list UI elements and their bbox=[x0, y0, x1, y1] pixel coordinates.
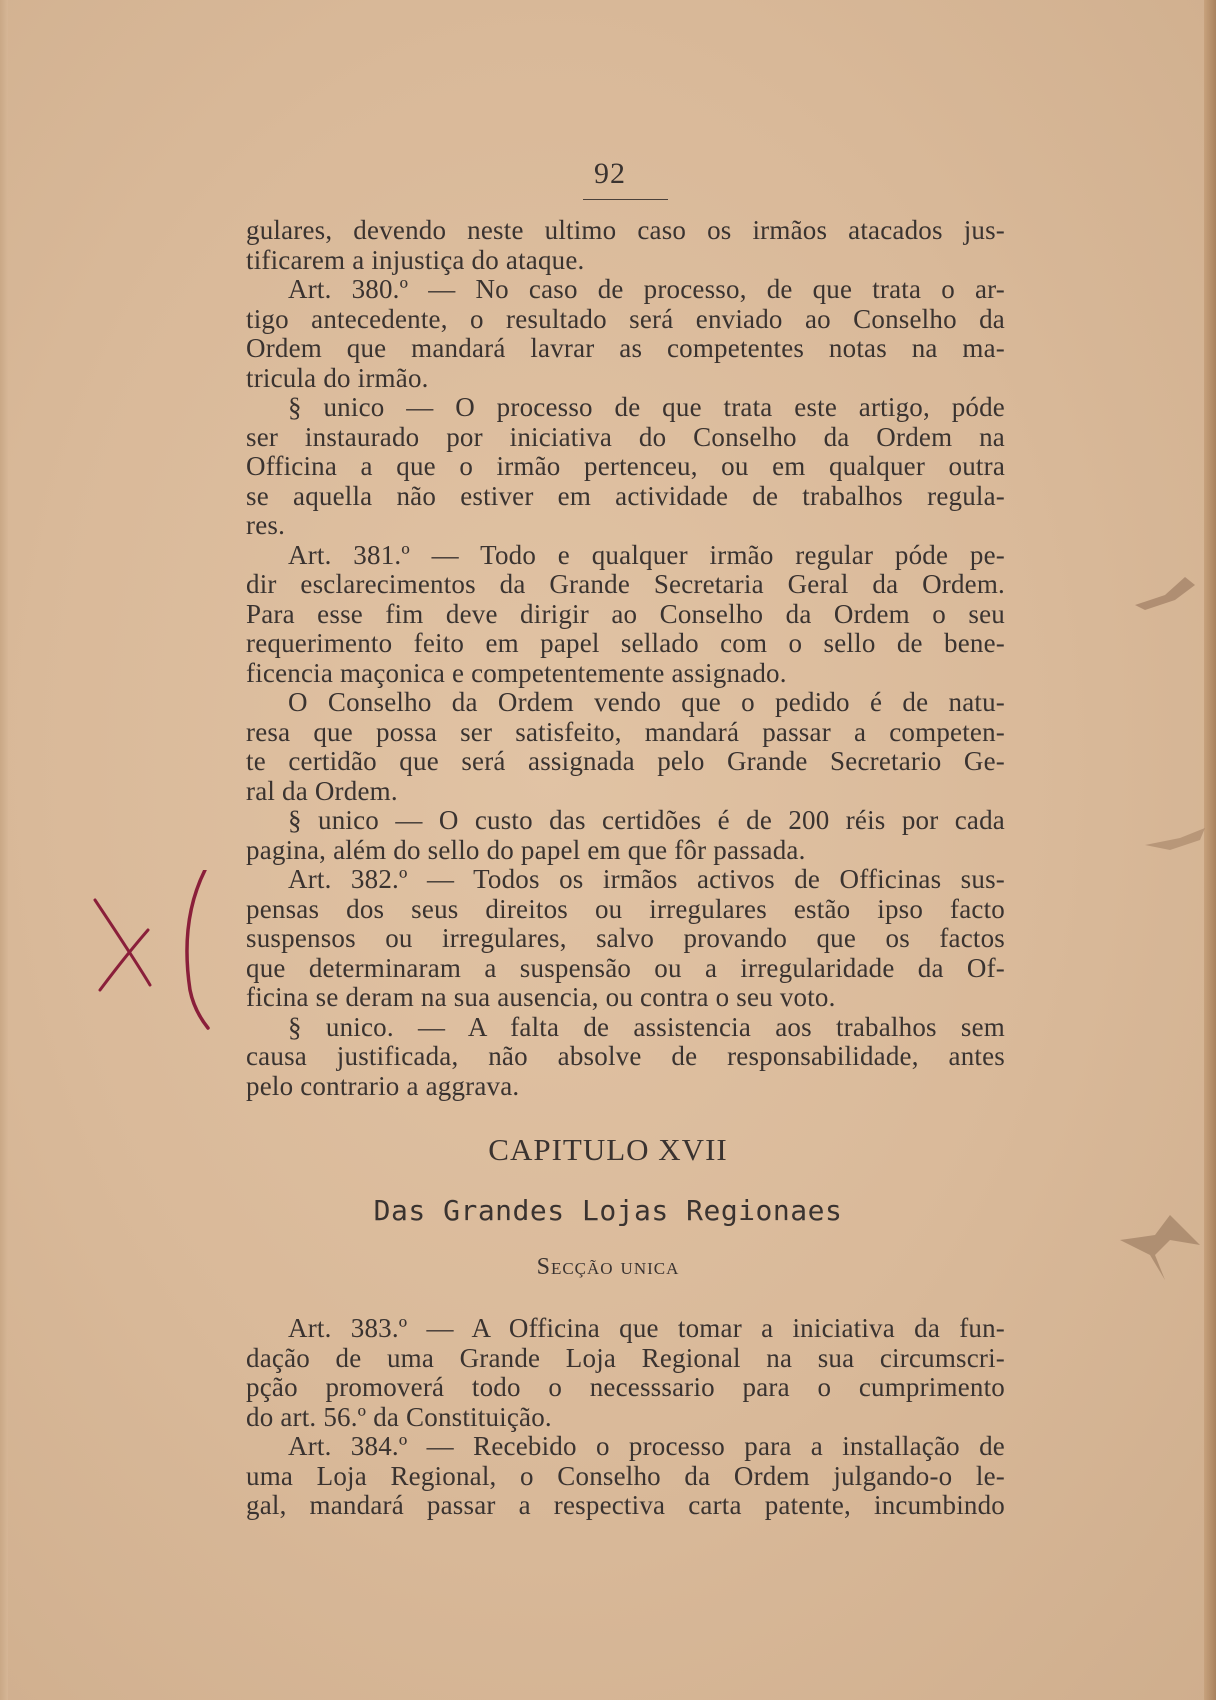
text-line: § unico — O custo das certidões é de 200 réis por cada bbox=[288, 805, 1005, 835]
text-line: uma Loja Regional, o Conselho da Ordem julgando-o le- bbox=[246, 1460, 1005, 1491]
text-line: Officina a que o irmão pertenceu, ou em qualquer outra bbox=[246, 451, 1005, 481]
text-line: Ordem que mandará lavrar as competentes notas na ma- bbox=[246, 333, 1005, 363]
text-line: pensas dos seus direitos ou irregulares estão ipso facto bbox=[246, 893, 1005, 924]
text-line: ficina se deram na sua ausencia, ou contra o seu voto. bbox=[246, 982, 836, 1012]
text-line: do art. 56.º da Constituição. bbox=[246, 1401, 552, 1432]
body-text-before-chapter bbox=[246, 216, 1005, 1101]
text-line: ser instaurado por iniciativa do Conselho da Ordem na bbox=[246, 421, 1005, 452]
text-line: requerimento feito em papel sellado com o sello de bene- bbox=[246, 628, 1005, 658]
chapter-title: CAPITULO XVII bbox=[488, 1132, 728, 1167]
text-line: se aquella não estiver em actividade de trabalhos regula- bbox=[246, 480, 1005, 511]
body-text-after-chapter bbox=[246, 1314, 1005, 1521]
text-line: tificarem a injustiça do ataque. bbox=[246, 244, 585, 275]
chapter-subtitle: Das Grandes Lojas Regionaes bbox=[373, 1194, 843, 1227]
page-number-rule bbox=[583, 199, 668, 200]
text-line: causa justificada, não absolve de responsabilidade, antes bbox=[246, 1041, 1005, 1071]
text-line: § unico. — A falta de assistencia aos trabalhos sem bbox=[288, 1011, 1005, 1042]
text-line: Art. 381.º — Todo e qualquer irmão regular póde pe- bbox=[288, 539, 1005, 570]
text-line: resa que possa ser satisfeito, mandará passar a competen- bbox=[246, 716, 1005, 747]
text-line: que determinaram a suspensão ou a irregularidade da Of- bbox=[246, 952, 1005, 983]
text-line: suspensos ou irregulares, salvo provando que os factos bbox=[246, 923, 1005, 953]
text-line: ficencia maçonica e competentemente assignado. bbox=[246, 657, 787, 688]
text-line: ral da Ordem. bbox=[246, 775, 398, 806]
page-left-edge bbox=[0, 0, 8, 1700]
text-line: pagina, além do sello do papel em que fôr passada. bbox=[246, 834, 806, 865]
text-line: gulares, devendo neste ultimo caso os irmãos atacados jus- bbox=[246, 215, 1005, 245]
text-line: dir esclarecimentos da Grande Secretaria Geral da Ordem. bbox=[246, 569, 1005, 599]
text-line: res. bbox=[246, 510, 286, 540]
text-line: Para esse fim deve dirigir ao Conselho da Ordem o seu bbox=[246, 598, 1005, 629]
text-line: Art. 383.º — A Officina que tomar a iniciativa da fun- bbox=[288, 1313, 1005, 1343]
section-title: Secção unica bbox=[536, 1254, 680, 1280]
page-number: 92 bbox=[594, 157, 626, 190]
text-line: dação de uma Grande Loja Regional na sua circumscri- bbox=[246, 1342, 1005, 1373]
text-line: § unico — O processo de que trata este artigo, póde bbox=[288, 392, 1005, 422]
text-line: Art. 384.º — Recebido o processo para a installação de bbox=[288, 1431, 1005, 1461]
text-line: pção promoverá todo o necesssario para o cumprimento bbox=[246, 1372, 1005, 1402]
text-line: te certidão que será assignada pelo Grande Secretario Ge- bbox=[246, 746, 1005, 776]
text-line: tricula do irmão. bbox=[246, 362, 429, 393]
paper-stain-middle bbox=[1140, 820, 1210, 860]
handwritten-x-bracket-mark-icon bbox=[90, 870, 230, 1030]
text-line: Art. 382.º — Todos os irmãos activos de Officinas sus- bbox=[288, 864, 1005, 894]
text-line: gal, mandará passar a respectiva carta patente, incumbindo bbox=[246, 1490, 1005, 1520]
text-line: tigo antecedente, o resultado será enviado ao Conselho da bbox=[246, 303, 1005, 334]
paper-stain-upper bbox=[1125, 565, 1205, 625]
text-line: Art. 380.º — No caso de processo, de que trata o ar- bbox=[288, 274, 1005, 304]
text-line: pelo contrario a aggrava. bbox=[246, 1070, 520, 1101]
text-line: O Conselho da Ordem vendo que o pedido é de natu- bbox=[288, 687, 1005, 717]
